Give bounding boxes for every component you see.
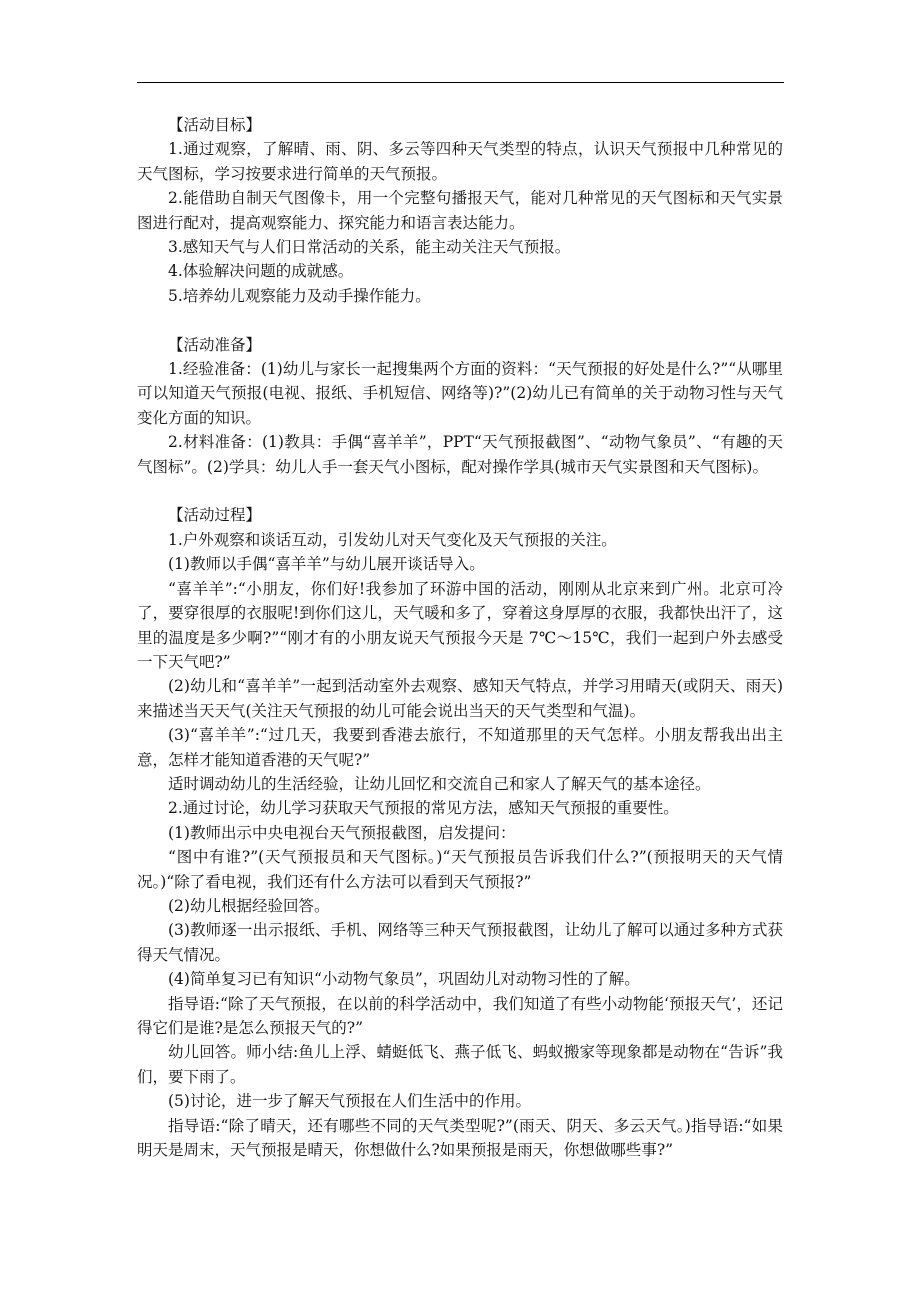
paragraph: (4)简单复习已有知识“小动物气象员”，巩固幼儿对动物习性的了解。	[168, 970, 640, 989]
section-gap	[137, 479, 783, 503]
paragraph: “喜羊羊”:“小朋友，你们好!我参加了环游中国的活动，刚刚从北京来到广州。北京可冷了，要穿很厚的衣服呢!到你们这儿，天气暖和多了，穿着这身厚厚的衣服，我都快出汗了，这里的温度是多少啊?”“刚才有的小朋友说天气预报今天是 7℃～15℃，我们一起到户外去感受一下天气吧?”	[137, 579, 783, 671]
paragraph: (3)“喜羊羊”:“过几天，我要到香港去旅行，不知道那里的天气怎样。小朋友帮我出出主意，怎样才能知道香港的天气呢?”	[137, 726, 783, 769]
paragraph: (1)教师出示中央电视台天气预报截图，启发提问：	[168, 823, 516, 842]
paragraph: (1)教师以手偶“喜羊羊”与幼儿展开谈话导入。	[168, 555, 485, 574]
section-heading-preparation: 【活动准备】	[168, 335, 262, 354]
paragraph: 2.通过讨论，幼儿学习获取天气预报的常见方法，感知天气预报的重要性。	[168, 799, 679, 818]
section-heading-process: 【活动过程】	[168, 506, 262, 525]
paragraph: “图中有谁?”(天气预报员和天气图标。)“天气预报员告诉我们什么?”(预报明天的天气情况。)“除了看电视，我们还有什么方法可以看到天气预报?”	[137, 848, 783, 891]
paragraph: (5)讨论，进一步了解天气预报在人们生活中的作用。	[168, 1092, 531, 1111]
section-gap	[137, 308, 783, 332]
paragraph: 幼儿回答。师小结:鱼儿上浮、蜻蜓低飞、燕子低飞、蚂蚁搬家等现象都是动物在“告诉”我们，要下雨了。	[137, 1043, 783, 1086]
paragraph: (2)幼儿和“喜羊羊”一起到活动室外去观察、感知天气特点，并学习用晴天(或阴天、雨天)来描述当天天气(关注天气预报的幼儿可能会说出当天的天气类型和气温)。	[137, 677, 783, 720]
paragraph: 指导语:“除了晴天，还有哪些不同的天气类型呢?”(雨天、阴天、多云天气。)指导语:“如果明天是周末，天气预报是晴天，你想做什么?如果预报是雨天，你想做哪些事?”	[137, 1116, 783, 1160]
paragraph: 2.能借助自制天气图像卡，用一个完整句播报天气，能对几种常见的天气图标和天气实景图进行配对，提高观察能力、探究能力和语言表达能力。	[137, 189, 783, 232]
paragraph: 1.户外观察和谈话互动，引发幼儿对天气变化及天气预报的关注。	[168, 530, 617, 549]
section-heading-goals: 【活动目标】	[168, 116, 262, 134]
document-body	[137, 113, 783, 1162]
paragraph: (3)教师逐一出示报纸、手机、网络等三种天气预报截图，让幼儿了解可以通过多种方式获得天气情况。	[137, 921, 783, 964]
paragraph: 5.培养幼儿观察能力及动手操作能力。	[168, 286, 431, 305]
paragraph: 1.经验准备：(1)幼儿与家长一起搜集两个方面的资料：“天气预报的好处是什么?”“从哪里可以知道天气预报(电视、报纸、手机短信、网络等)?”(2)幼儿已有简单的关于动物习性与天气变化方面的知识。	[137, 360, 783, 427]
paragraph: (2)幼儿根据经验回答。	[168, 896, 330, 915]
paragraph: 1.通过观察，了解晴、雨、阴、多云等四种天气类型的特点，认识天气预报中几种常见的天气图标，学习按要求进行简单的天气预报。	[137, 140, 783, 183]
header-rule	[137, 82, 784, 83]
paragraph: 指导语:“除了天气预报，在以前的科学活动中，我们知道了有些小动物能‘预报天气’，还记得它们是谁?是怎么预报天气的?”	[137, 994, 783, 1037]
paragraph: 2.材料准备：(1)教具：手偶“喜羊羊”，PPT“天气预报截图”、“动物气象员”、“有趣的天气图标”。(2)学具：幼儿人手一套天气小图标，配对操作学具(城市天气实景图和天气图标)。	[137, 433, 783, 476]
paragraph: 适时调动幼儿的生活经验，让幼儿回忆和交流自己和家人了解天气的基本途径。	[168, 774, 711, 793]
paragraph: 3.感知天气与人们日常活动的关系，能主动关注天气预报。	[168, 238, 571, 257]
paragraph: 4.体验解决问题的成就感。	[168, 262, 354, 281]
